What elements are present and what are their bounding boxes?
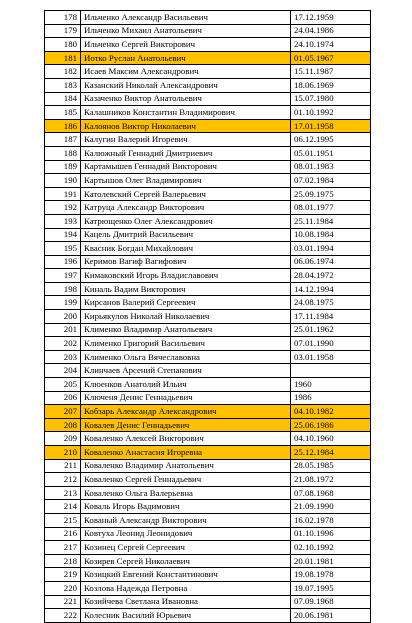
birth-date-cell: 15.07.1980 xyxy=(291,92,371,106)
table-row xyxy=(45,568,371,582)
table-row xyxy=(45,255,371,269)
table-row xyxy=(45,78,371,92)
full-name-text: Козицкий Евгений Константинович xyxy=(84,569,218,580)
table-row xyxy=(45,228,371,242)
birth-date-cell: 07.08.1968 xyxy=(291,486,371,500)
table-row xyxy=(45,310,371,324)
birth-date-cell: 05.01.1951 xyxy=(291,146,371,160)
full-name-text: Кованый Александр Викторович xyxy=(84,514,207,525)
birth-date-cell: 14.12.1994 xyxy=(291,282,371,296)
full-name-cell xyxy=(81,242,291,256)
full-name-cell xyxy=(81,527,291,541)
full-name-cell xyxy=(81,418,291,432)
table-row xyxy=(45,405,371,419)
full-name-cell xyxy=(81,446,291,460)
birth-date-cell: 24.08.1975 xyxy=(291,296,371,310)
row-number-cell: 185 xyxy=(45,106,81,120)
table-row xyxy=(45,269,371,283)
full-name-text: Коваленко Владимир Анатольевич xyxy=(84,460,214,471)
full-name-text: Католевский Сергей Валерьевич xyxy=(84,188,206,199)
roster-table xyxy=(44,10,371,623)
full-name-cell xyxy=(81,486,291,500)
table-row xyxy=(45,513,371,527)
birth-date-cell: 17.01.1958 xyxy=(291,119,371,133)
full-name-text: Казанский Николай Александрович xyxy=(84,79,218,90)
full-name-cell xyxy=(81,432,291,446)
table-row xyxy=(45,609,371,623)
birth-date-cell: 01.10.1992 xyxy=(291,106,371,120)
full-name-text: Калоянов Виктор Николаевич xyxy=(84,120,196,131)
full-name-cell xyxy=(81,133,291,147)
birth-date-cell: 08.01.1977 xyxy=(291,201,371,215)
table-row xyxy=(45,65,371,79)
full-name-text: Ключеня Денис Геннадьевич xyxy=(84,392,193,403)
birth-date-cell: 18.06.1969 xyxy=(291,78,371,92)
table-row xyxy=(45,174,371,188)
birth-date-cell: 06.12.1995 xyxy=(291,133,371,147)
birth-date-cell: 02.10.1992 xyxy=(291,541,371,555)
table-row xyxy=(45,595,371,609)
row-number-cell: 222 xyxy=(45,609,81,623)
full-name-cell xyxy=(81,323,291,337)
full-name-text: Клинчаев Арсений Степанович xyxy=(84,365,202,376)
table-row xyxy=(45,242,371,256)
full-name-cell xyxy=(81,78,291,92)
table-row xyxy=(45,337,371,351)
birth-date-cell: 25.01.1962 xyxy=(291,323,371,337)
row-number-cell: 181 xyxy=(45,51,81,65)
table-row xyxy=(45,214,371,228)
full-name-cell xyxy=(81,255,291,269)
table-row xyxy=(45,201,371,215)
birth-date-cell: 1960 xyxy=(291,378,371,392)
full-name-cell xyxy=(81,106,291,120)
full-name-text: Козинец Сергей Сергеевич xyxy=(84,541,185,552)
full-name-cell xyxy=(81,174,291,188)
full-name-cell xyxy=(81,160,291,174)
full-name-text: Ковтуха Леонид Леонидович xyxy=(84,528,193,539)
birth-date-cell: 21.09.1990 xyxy=(291,500,371,514)
full-name-text: Коваленко Анастасия Игоревна xyxy=(84,446,203,457)
row-number-cell: 188 xyxy=(45,146,81,160)
table-row xyxy=(45,24,371,38)
row-number-cell: 182 xyxy=(45,65,81,79)
birth-date-cell: 06.06.1974 xyxy=(291,255,371,269)
full-name-text: Ильченко Александр Васильевич xyxy=(84,11,208,22)
full-name-cell xyxy=(81,405,291,419)
birth-date-cell: 01.05.1967 xyxy=(291,51,371,65)
full-name-cell xyxy=(81,92,291,106)
full-name-text: Ильченко Михаил Анатольевич xyxy=(84,25,202,36)
full-name-text: Козирев Сергей Николаевич xyxy=(84,555,190,566)
full-name-text: Клименко Григорий Васильевич xyxy=(84,338,205,349)
table-row xyxy=(45,432,371,446)
full-name-text: Квасник Богдан Михайлович xyxy=(84,242,194,253)
table-row xyxy=(45,51,371,65)
full-name-text: Козийчева Светлана Ивановна xyxy=(84,596,198,607)
birth-date-cell: 28.05.1985 xyxy=(291,459,371,473)
full-name-text: Исаев Максим Александрович xyxy=(84,66,199,77)
full-name-cell xyxy=(81,581,291,595)
row-number-cell: 200 xyxy=(45,310,81,324)
full-name-cell xyxy=(81,296,291,310)
row-number-cell: 193 xyxy=(45,214,81,228)
row-number-cell: 213 xyxy=(45,486,81,500)
full-name-cell xyxy=(81,473,291,487)
full-name-text: Катрющенко Олег Александрович xyxy=(84,215,213,226)
full-name-cell xyxy=(81,187,291,201)
row-number-cell: 212 xyxy=(45,473,81,487)
full-name-cell xyxy=(81,310,291,324)
full-name-cell xyxy=(81,201,291,215)
row-number-cell: 194 xyxy=(45,228,81,242)
table-row xyxy=(45,323,371,337)
full-name-cell xyxy=(81,500,291,514)
row-number-cell: 207 xyxy=(45,405,81,419)
row-number-cell: 210 xyxy=(45,446,81,460)
full-name-cell xyxy=(81,38,291,52)
table-row xyxy=(45,446,371,460)
full-name-cell xyxy=(81,11,291,25)
table-row xyxy=(45,500,371,514)
full-name-text: Кирьякулов Николай Николаевич xyxy=(84,310,210,321)
row-number-cell: 208 xyxy=(45,418,81,432)
table-row xyxy=(45,282,371,296)
full-name-text: Картышов Олег Владимирович xyxy=(84,174,202,185)
full-name-text: Кимаковский Игорь Владиславович xyxy=(84,270,219,281)
roster-table-body xyxy=(45,11,371,623)
table-row xyxy=(45,296,371,310)
row-number-cell: 191 xyxy=(45,187,81,201)
birth-date-cell: 25.12.1984 xyxy=(291,446,371,460)
full-name-cell xyxy=(81,378,291,392)
full-name-cell xyxy=(81,391,291,405)
row-number-cell: 202 xyxy=(45,337,81,351)
row-number-cell: 196 xyxy=(45,255,81,269)
birth-date-cell: 07.02.1984 xyxy=(291,174,371,188)
row-number-cell: 218 xyxy=(45,554,81,568)
birth-date-cell: 28.04.1972 xyxy=(291,269,371,283)
row-number-cell: 203 xyxy=(45,350,81,364)
full-name-text: Клименко Ольга Вячеславовна xyxy=(84,351,200,362)
table-row xyxy=(45,160,371,174)
full-name-text: Керимов Вагиф Вагифович xyxy=(84,256,187,267)
birth-date-cell: 19.07.1995 xyxy=(291,581,371,595)
full-name-text: Коваль Игорь Вадимович xyxy=(84,501,180,512)
full-name-cell xyxy=(81,595,291,609)
row-number-cell: 211 xyxy=(45,459,81,473)
row-number-cell: 184 xyxy=(45,92,81,106)
full-name-cell xyxy=(81,214,291,228)
row-number-cell: 183 xyxy=(45,78,81,92)
table-row xyxy=(45,133,371,147)
table-row xyxy=(45,92,371,106)
full-name-text: Калашников Константин Владимирович xyxy=(84,106,235,117)
table-row xyxy=(45,391,371,405)
row-number-cell: 214 xyxy=(45,500,81,514)
full-name-cell xyxy=(81,337,291,351)
birth-date-cell: 20.06.1981 xyxy=(291,609,371,623)
table-row xyxy=(45,38,371,52)
birth-date-cell: 07.09.1968 xyxy=(291,595,371,609)
table-row xyxy=(45,378,371,392)
full-name-text: Коваленко Алексей Викторович xyxy=(84,433,204,444)
row-number-cell: 192 xyxy=(45,201,81,215)
full-name-text: Коваленко Сергей Геннадьевич xyxy=(84,473,202,484)
full-name-text: Козлова Надежда Петровна xyxy=(84,582,188,593)
row-number-cell: 189 xyxy=(45,160,81,174)
full-name-cell xyxy=(81,459,291,473)
birth-date-cell: 04.10.1982 xyxy=(291,405,371,419)
row-number-cell: 217 xyxy=(45,541,81,555)
birth-date-cell: 16.02.1978 xyxy=(291,513,371,527)
full-name-text: Калугин Валерий Игоревич xyxy=(84,134,188,145)
birth-date-cell: 25.11.1984 xyxy=(291,214,371,228)
full-name-cell xyxy=(81,609,291,623)
birth-date-cell: 03.01.1994 xyxy=(291,242,371,256)
full-name-text: Кобзарь Александр Александрович xyxy=(84,406,217,417)
row-number-cell: 190 xyxy=(45,174,81,188)
full-name-cell xyxy=(81,364,291,378)
table-row xyxy=(45,486,371,500)
birth-date-cell: 17.11.1984 xyxy=(291,310,371,324)
row-number-cell: 204 xyxy=(45,364,81,378)
birth-date-cell: 25.06.1986 xyxy=(291,418,371,432)
birth-date-cell: 25.09.1975 xyxy=(291,187,371,201)
full-name-text: Клюенков Анатолий Ильич xyxy=(84,378,187,389)
full-name-cell xyxy=(81,228,291,242)
row-number-cell: 199 xyxy=(45,296,81,310)
birth-date-cell xyxy=(291,364,371,378)
full-name-cell xyxy=(81,65,291,79)
full-name-text: Иотко Руслан Анатольевич xyxy=(84,52,186,63)
table-row xyxy=(45,106,371,120)
table-row xyxy=(45,146,371,160)
table-row xyxy=(45,473,371,487)
row-number-cell: 220 xyxy=(45,581,81,595)
birth-date-cell: 20.01.1981 xyxy=(291,554,371,568)
table-row xyxy=(45,541,371,555)
row-number-cell: 209 xyxy=(45,432,81,446)
birth-date-cell: 10.08.1984 xyxy=(291,228,371,242)
birth-date-cell: 19.08.1978 xyxy=(291,568,371,582)
row-number-cell: 216 xyxy=(45,527,81,541)
row-number-cell: 198 xyxy=(45,282,81,296)
row-number-cell: 221 xyxy=(45,595,81,609)
full-name-cell xyxy=(81,24,291,38)
full-name-text: Казаченко Виктор Анатольевич xyxy=(84,93,202,104)
full-name-cell xyxy=(81,513,291,527)
full-name-cell xyxy=(81,282,291,296)
row-number-cell: 219 xyxy=(45,568,81,582)
row-number-cell: 180 xyxy=(45,38,81,52)
full-name-cell xyxy=(81,541,291,555)
full-name-text: Кацель Дмитрий Васильевич xyxy=(84,229,194,240)
row-number-cell: 179 xyxy=(45,24,81,38)
full-name-cell xyxy=(81,269,291,283)
full-name-text: Клименко Владимир Анатольевич xyxy=(84,324,213,335)
row-number-cell: 206 xyxy=(45,391,81,405)
birth-date-cell: 21.08.1972 xyxy=(291,473,371,487)
full-name-cell xyxy=(81,350,291,364)
row-number-cell: 187 xyxy=(45,133,81,147)
row-number-cell: 186 xyxy=(45,119,81,133)
table-row xyxy=(45,187,371,201)
birth-date-cell: 1986 xyxy=(291,391,371,405)
table-row xyxy=(45,554,371,568)
row-number-cell: 215 xyxy=(45,513,81,527)
birth-date-cell: 15.11.1987 xyxy=(291,65,371,79)
birth-date-cell: 04.10.1960 xyxy=(291,432,371,446)
table-row xyxy=(45,581,371,595)
table-row xyxy=(45,418,371,432)
full-name-text: Катруца Александр Викторович xyxy=(84,202,205,213)
birth-date-cell: 08.01.1983 xyxy=(291,160,371,174)
full-name-text: Ковалев Денис Геннадьевич xyxy=(84,419,190,430)
full-name-text: Киналь Вадим Викторович xyxy=(84,283,186,294)
table-row xyxy=(45,364,371,378)
full-name-cell xyxy=(81,51,291,65)
birth-date-cell: 07.01.1990 xyxy=(291,337,371,351)
birth-date-cell: 17.12.1959 xyxy=(291,11,371,25)
row-number-cell: 178 xyxy=(45,11,81,25)
full-name-text: Колесник Василий Юрьевич xyxy=(84,609,192,620)
full-name-text: Картамышев Геннадий Викторович xyxy=(84,161,217,172)
table-row xyxy=(45,527,371,541)
row-number-cell: 205 xyxy=(45,378,81,392)
full-name-cell xyxy=(81,554,291,568)
row-number-cell: 195 xyxy=(45,242,81,256)
birth-date-cell: 01.10.1996 xyxy=(291,527,371,541)
table-row xyxy=(45,119,371,133)
table-row xyxy=(45,350,371,364)
table-row xyxy=(45,11,371,25)
full-name-text: Калюжный Геннадий Дмитриевич xyxy=(84,147,213,158)
full-name-text: Ильченко Сергей Викторович xyxy=(84,38,196,49)
table-row xyxy=(45,459,371,473)
full-name-cell xyxy=(81,119,291,133)
birth-date-cell: 03.01.1958 xyxy=(291,350,371,364)
full-name-text: Коваленко Ольга Валерьевна xyxy=(84,487,193,498)
row-number-cell: 201 xyxy=(45,323,81,337)
full-name-cell xyxy=(81,146,291,160)
row-number-cell: 197 xyxy=(45,269,81,283)
birth-date-cell: 24.10.1974 xyxy=(291,38,371,52)
birth-date-cell: 24.04.1986 xyxy=(291,24,371,38)
full-name-cell xyxy=(81,568,291,582)
full-name-text: Кирсанов Валерий Сергеевич xyxy=(84,297,196,308)
